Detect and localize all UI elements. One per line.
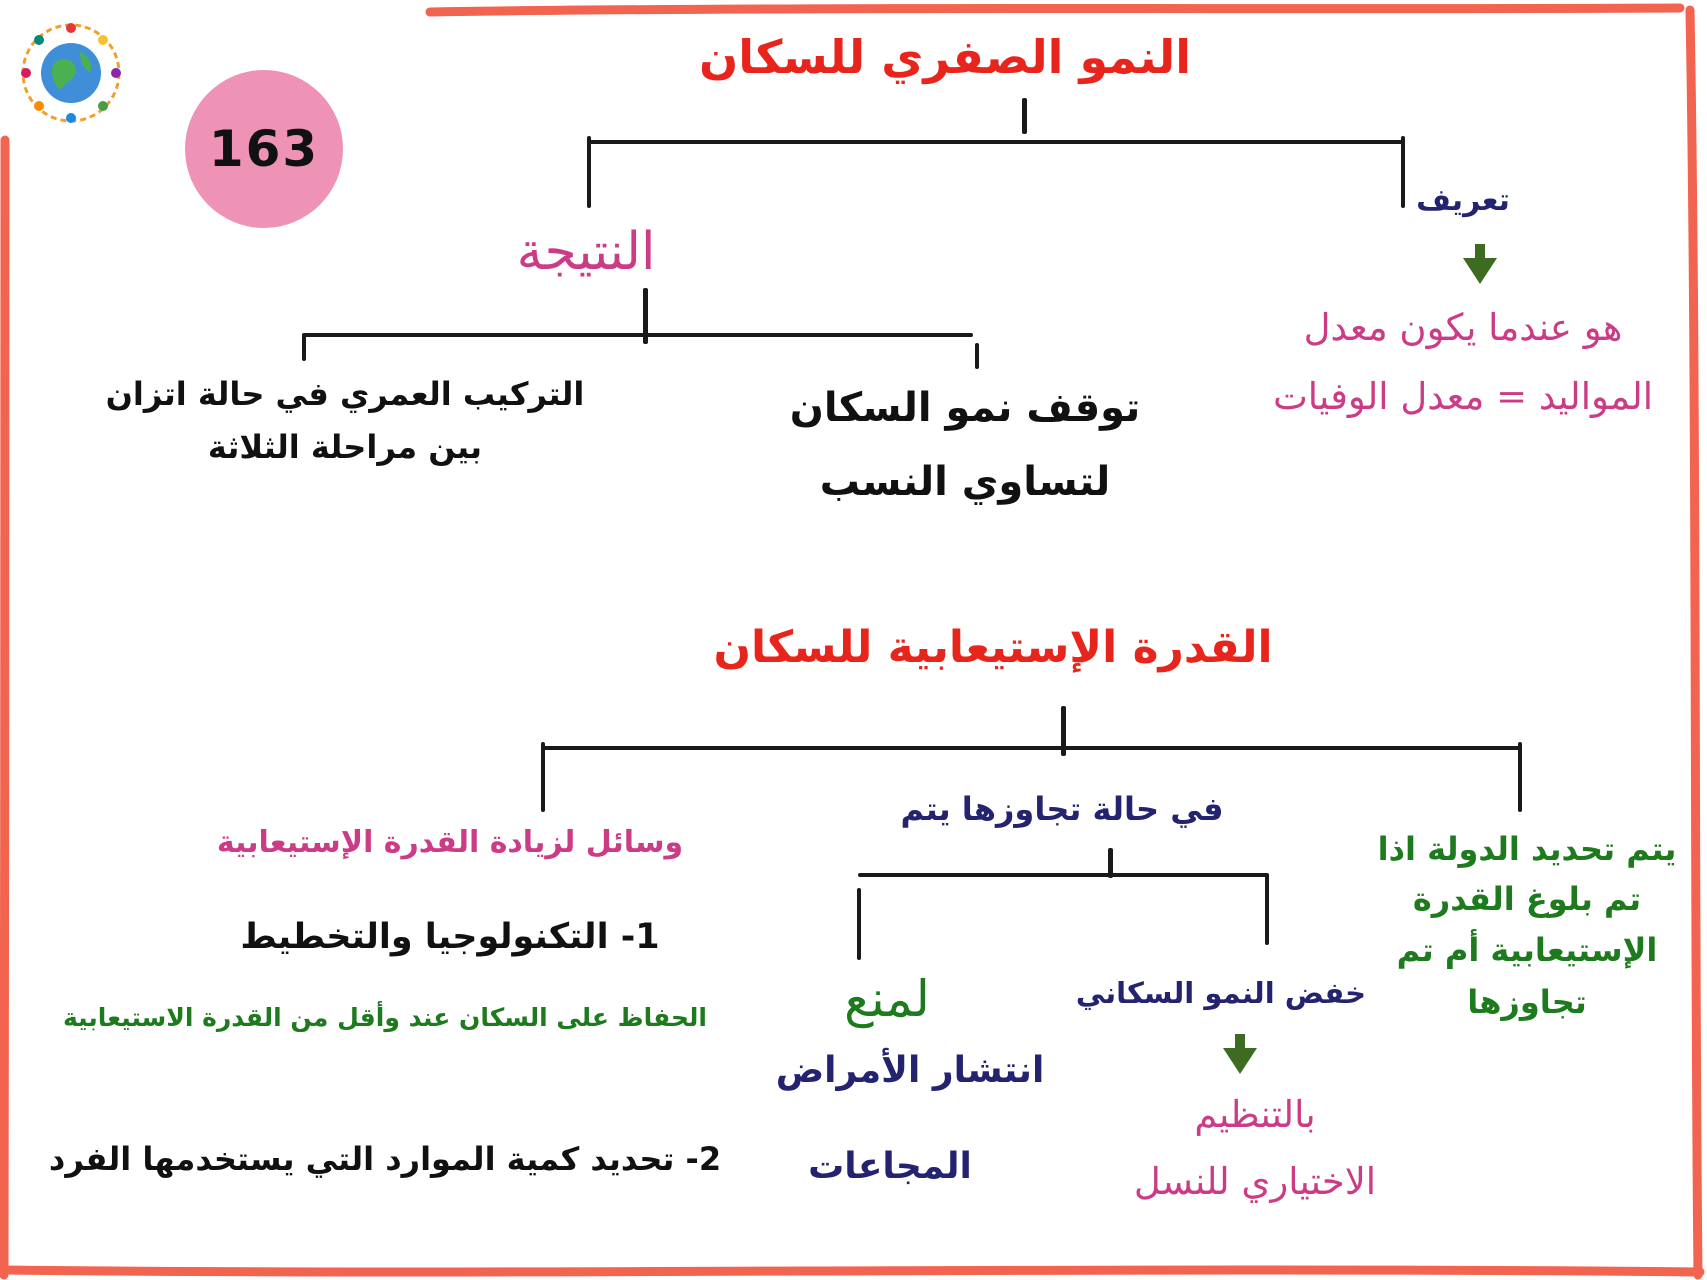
s2-middle-left: لمنع [844,970,930,1028]
section1-title: النمو الصفري للسكان [699,30,1191,84]
s2-left-item1: 1- التكنولوجيا والتخطيط [240,917,660,957]
s2-middle-left-drop [857,888,861,960]
s2-left-item1-note: الحفاظ على السكان عند وأقل من القدرة الاستيعابية [63,1003,707,1032]
s2-right-line2: تم بلوغ القدرة [1412,880,1642,918]
definition-line1: هو عندما يكون معدل [1303,306,1623,349]
result-b-line1: التركيب العمري في حالة اتزان [105,375,585,413]
globe-with-children-icon [18,20,124,126]
s2-middle-left-sub2: المجاعات [808,1146,972,1187]
s2-left-label: وسائل لزيادة القدرة الإستيعابية [216,825,684,860]
definition-label: تعريف [1416,183,1510,218]
result-b-line2: بين مراحلة الثلاثة [207,428,483,466]
definition-line2: المواليد = معدل الوفيات [1272,375,1654,418]
s1-main-bar [588,140,1404,144]
s2-middle-label: في حالة تجاوزها يتم [900,790,1224,828]
s2-middle-left-sub1: انتشار الأمراض [775,1050,1045,1091]
down-arrow-icon [1223,1048,1257,1074]
s1-left-drop [587,136,591,208]
s1-result-right-drop [975,343,979,369]
s2-middle-right: خفض النمو السكاني [1075,976,1367,1010]
s1-result-left-drop [302,333,306,361]
s1-title-stem [1022,98,1027,134]
section2-title: القدرة الإستيعابية للسكان [713,622,1273,673]
s1-right-drop [1401,136,1405,208]
s2-main-bar [542,746,1521,750]
result-a-line2: لتساوي النسب [819,459,1111,505]
s2-right-drop [1518,742,1522,812]
down-arrow-icon [1463,258,1497,284]
s1-result-bar [303,333,973,337]
page-number: 163 [208,120,320,178]
s2-middle-right-sub1: بالتنظيم [1194,1093,1316,1136]
s2-middle-right-drop [1265,873,1269,945]
s2-left-drop [541,742,545,812]
page-number-badge [185,70,343,228]
s2-right-line1: يتم تحديد الدولة اذا [1377,830,1677,868]
s2-right-line3: الإستيعابية أم تم [1396,931,1658,969]
result-label: النتيجة [516,222,656,282]
result-a-line1: توقف نمو السكان [789,385,1141,431]
s2-left-item2: 2- تحديد كمية الموارد التي يستخدمها الفرد [48,1140,722,1178]
s2-middle-bar [858,873,1268,877]
s2-middle-right-sub2: الاختياري للنسل [1133,1160,1377,1203]
s2-right-line4: تجاوزها [1467,983,1587,1021]
